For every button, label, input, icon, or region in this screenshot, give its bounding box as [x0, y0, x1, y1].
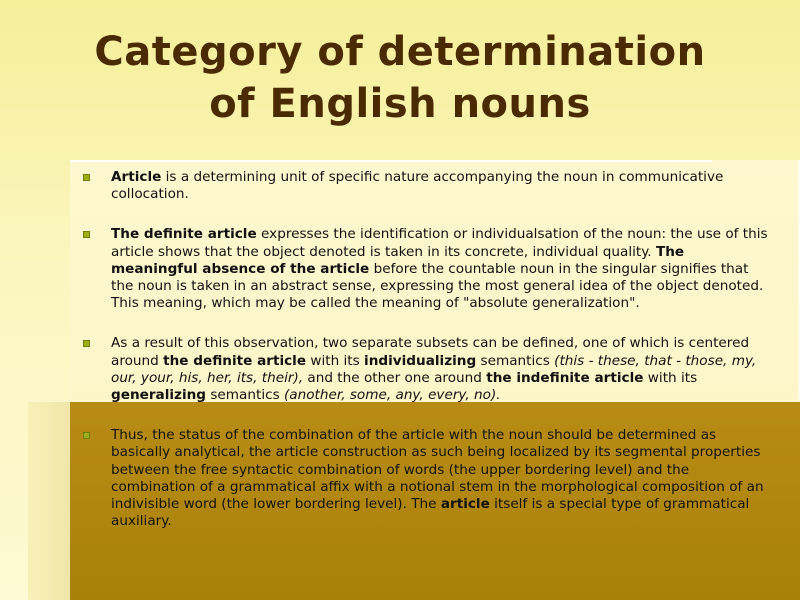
bullet-text: with its: [306, 352, 365, 369]
panel-left-strip: [28, 400, 70, 600]
title-line-2: of English nouns: [209, 81, 591, 127]
square-bullet-icon: [83, 340, 90, 347]
term-article: Article: [111, 169, 162, 185]
list-item: [80, 226, 770, 312]
square-bullet-icon: [83, 432, 90, 439]
examples-definite: (this - these, that - those, my, our, your, his, her, its, their),: [111, 352, 757, 386]
title-line-1: Category of determination: [94, 29, 706, 75]
term-generalizing: generalizing: [111, 387, 207, 404]
bullet-text: expresses the identification or individualsation of the noun: the use of this article shows that the object denoted is taken in its concrete, individual quality.: [111, 226, 768, 260]
term-article: article: [440, 496, 490, 513]
slide-title: [0, 26, 800, 130]
term-individualizing: individualizing: [364, 352, 477, 369]
term-definite-article: the definite article: [163, 352, 307, 369]
bullet-text: Thus, the status of the combination of the article with the noun should be determined as basically analytical, the article construction as such being localized by its segmental properties between the free syntactic combination of words (the upper bordering level) and the combination of a grammatical affix with a notional stem in the morphological composition of an indivisible word (the lower bordering level). The: [111, 427, 764, 513]
list-item: [80, 169, 770, 203]
examples-indefinite: (another, some, any, every, no).: [283, 387, 501, 404]
bullet-text: with its: [643, 369, 698, 386]
list-item: [80, 427, 770, 530]
bullet-text: is a determining unit of specific nature accompanying the noun in communicative collocation.: [111, 169, 724, 203]
bullet-text: itself is a special type of grammatical auxiliary.: [111, 496, 750, 530]
panel-highlight-line: [70, 160, 712, 162]
bullet-text: before the countable noun in the singular signifies that the noun is taken in an abstract sense, expressing the most general idea of the object denoted. This meaning, which may be called the meaning of "absolute generalization".: [111, 260, 764, 312]
bullet-list: [80, 169, 770, 553]
square-bullet-icon: [83, 231, 90, 238]
bullet-text: As a result of this observation, two separate subsets can be defined, one of which is centered around: [111, 335, 750, 369]
term-meaningful-absence: The meaningful absence of the article: [111, 243, 685, 277]
bullet-text: semantics: [206, 387, 284, 404]
term-indefinite-article: the indefinite article: [486, 369, 644, 386]
square-bullet-icon: [83, 174, 90, 181]
bullet-text: semantics: [476, 352, 555, 369]
bullet-text: and the other one around: [303, 369, 487, 386]
term-definite-article: The definite article: [111, 226, 257, 243]
list-item: [80, 335, 770, 404]
